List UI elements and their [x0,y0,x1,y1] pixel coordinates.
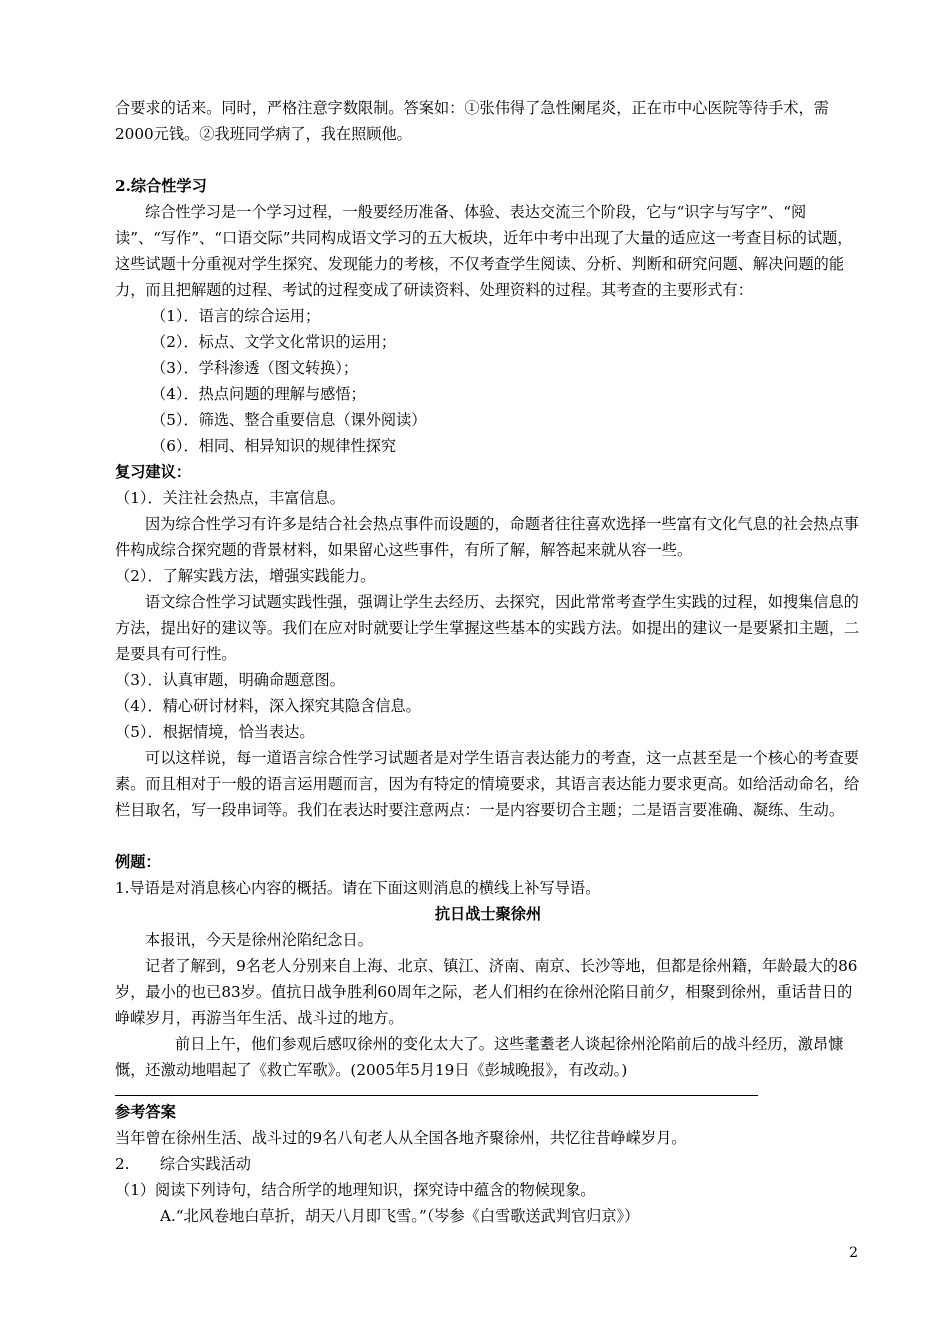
news-paragraph: 记者了解到，9名老人分别来自上海、北京、镇江、济南、南京、长沙等地，但都是徐州籍，年龄最大的86岁，最小的也已83岁。值抗日战争胜利60周年之际，老人们相约在徐州沦陷日前夕，相聚到徐州，重话昔日的峥嵘岁月，再游当年生活、战斗过的地方。 [115,957,858,1027]
page-number: 2 [849,1245,858,1261]
activity-question: （1）阅读下列诗句，结合所学的地理知识，探究诗中蕴含的物候现象。 [115,1181,596,1199]
review-item: （4）．精心研讨材料，深入探究其隐含信息。 [115,697,421,715]
news-paragraph: 前日上午，他们参观后感叹徐州的变化太大了。这些耄耋老人谈起徐州沦陷前后的战斗经历，激昂慷慨，还激动地唱起了《救亡军歌》。(2005年5月19日《彭城晚报》，有改动。) [115,1035,844,1079]
review-paragraph: 语文综合性学习试题实践性强，强调让学生去经历、去探究，因此常常考查学生实践的过程，如搜集信息的方法，提出好的建议等。我们在应对时就要让学生掌握这些基本的实践方法。如提出的建议一是要紧扣主题，二是要具有可行性。 [115,593,860,663]
answer-text: 当年曾在徐州生活、战斗过的9名八旬老人从全国各地齐聚徐州，共忆往昔峥嵘岁月。 [115,1129,687,1147]
news-paragraph: 本报讯，今天是徐州沦陷纪念日。 [145,931,373,949]
activity-heading: 2. 综合实践活动 [115,1155,251,1173]
review-item: （3）．认真审题，明确命题意图。 [115,671,345,689]
section-paragraph: 综合性学习是一个学习过程，一般要经历准备、体验、表达交流三个阶段，它与“识字与写字”、“阅读”、“写作”、“口语交际”共同构成语文学习的五大板块，近年中考中出现了大量的适应这一考查目标的试题，这些试题十分重视对学生探究、发现能力的考核，不仅考查学生阅读、分析、判断和研究问题、解决问题的能力，而且把解题的过程、考试的过程变成了研读资料、处理资料的过程。其考查的主要形式有： [115,203,853,299]
intro-paragraph: 合要求的话来。同时，严格注意字数限制。答案如：①张伟得了急性阑尾炎，正在市中心医院等待手术，需2000元钱。②我班同学病了，我在照顾他。 [115,99,829,143]
review-paragraph: 因为综合性学习有许多是结合社会热点事件而设题的，命题者往往喜欢选择一些富有文化气息的社会热点事件构成综合探究题的背景材料，如果留心这些事件，有所了解，解答起来就从容一些。 [115,515,859,559]
poem-line: A.“北风卷地白草折，胡天八月即飞雪。”（岑参《白雪歌送武判官归京》） [160,1207,640,1225]
list-item: （2）．标点、文学文化常识的运用； [151,333,397,351]
list-item: （4）．热点问题的理解与感悟； [151,385,366,403]
list-item: （5）．筛选、整合重要信息（课外阅读） [151,411,427,429]
list-item: （6）．相同、相异知识的规律性探究 [151,437,397,455]
review-item: （1）．关注社会热点，丰富信息。 [115,489,345,507]
review-paragraph: 可以这样说，每一道语言综合性学习试题者是对学生语言表达能力的考查，这一点甚至是一个核心的考查要素。而且相对于一般的语言运用题而言，因为有特定的情境要求，其语言表达能力要求更高。如给活动命名，给栏目取名，写一段串词等。我们在表达时要注意两点：一是内容要切合主题；二是语言要准确、凝练、生动。 [115,749,860,819]
list-item: （1）．语言的综合运用； [151,307,321,325]
question-text: 1.导语是对消息核心内容的概括。请在下面这则消息的横线上补写导语。 [115,879,601,897]
section-heading: 2.综合性学习 [115,177,207,195]
document-page [115,95,861,1229]
list-item: （3）．学科渗透（图文转换）； [151,359,359,377]
review-item: （5）．根据情境，恰当表达。 [115,723,315,741]
spacer [115,823,861,849]
spacer [115,147,861,173]
answer-heading: 参考答案 [115,1103,176,1121]
review-item: （2）．了解实践方法，增强实践能力。 [115,567,376,585]
answer-blank-line [115,1095,758,1096]
review-heading: 复习建议： [115,463,191,481]
example-heading: 例题： [115,853,161,871]
forms-list [115,303,861,459]
news-title: 抗日战士聚徐州 [434,905,542,923]
